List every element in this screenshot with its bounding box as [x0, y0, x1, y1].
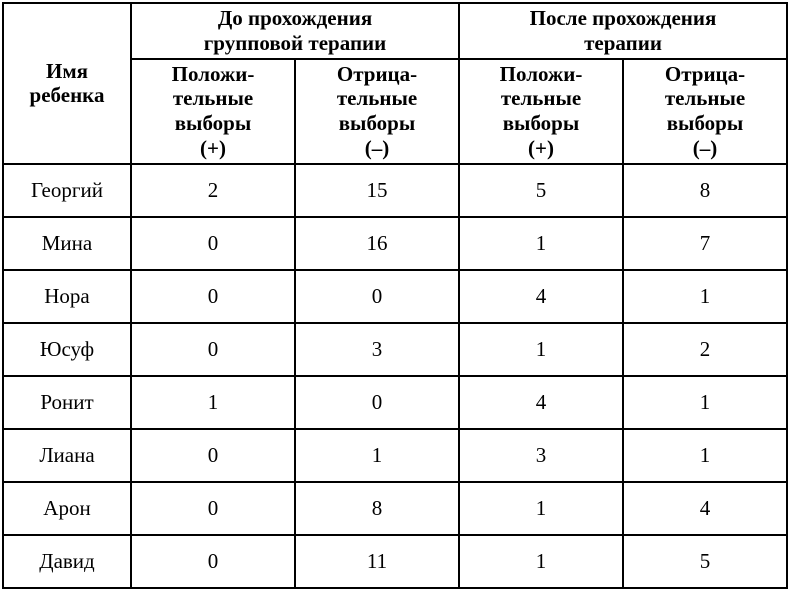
cell-before-negative: 8	[295, 482, 459, 535]
cell-after-positive: 5	[459, 164, 623, 217]
cell-child-name: Арон	[3, 482, 131, 535]
cell-child-name: Нора	[3, 270, 131, 323]
column-header-after-positive: Положи- тельные выборы (+)	[459, 59, 623, 164]
cell-after-positive: 1	[459, 323, 623, 376]
cell-after-positive: 1	[459, 217, 623, 270]
cell-before-positive: 0	[131, 323, 295, 376]
cell-after-negative: 7	[623, 217, 787, 270]
cell-child-name: Лиана	[3, 429, 131, 482]
cell-after-negative: 1	[623, 429, 787, 482]
cell-after-positive: 1	[459, 535, 623, 588]
cell-before-negative: 0	[295, 270, 459, 323]
cell-after-negative: 2	[623, 323, 787, 376]
cell-before-negative: 11	[295, 535, 459, 588]
cell-after-positive: 4	[459, 270, 623, 323]
table-header-row-groups	[3, 3, 787, 59]
table-body	[3, 164, 787, 588]
cell-before-negative: 3	[295, 323, 459, 376]
column-header-before-negative: Отрица- тельные выборы (–)	[295, 59, 459, 164]
cell-before-positive: 1	[131, 376, 295, 429]
cell-child-name: Мина	[3, 217, 131, 270]
table-row	[3, 429, 787, 482]
table-row	[3, 217, 787, 270]
cell-before-positive: 0	[131, 482, 295, 535]
cell-child-name: Юсуф	[3, 323, 131, 376]
cell-after-positive: 3	[459, 429, 623, 482]
cell-child-name: Давид	[3, 535, 131, 588]
cell-before-negative: 1	[295, 429, 459, 482]
cell-before-positive: 2	[131, 164, 295, 217]
cell-before-positive: 0	[131, 270, 295, 323]
cell-before-positive: 0	[131, 429, 295, 482]
column-header-child-name: Имя ребенка	[3, 3, 131, 164]
cell-before-negative: 16	[295, 217, 459, 270]
cell-after-negative: 1	[623, 376, 787, 429]
cell-before-negative: 0	[295, 376, 459, 429]
table-row	[3, 376, 787, 429]
column-group-header-after: После прохождения терапии	[459, 3, 787, 59]
cell-after-positive: 4	[459, 376, 623, 429]
column-group-header-before: До прохождения групповой терапии	[131, 3, 459, 59]
cell-child-name: Георгий	[3, 164, 131, 217]
sociometry-table	[2, 2, 788, 589]
cell-after-positive: 1	[459, 482, 623, 535]
column-header-before-positive: Положи- тельные выборы (+)	[131, 59, 295, 164]
table-row	[3, 164, 787, 217]
cell-after-negative: 4	[623, 482, 787, 535]
cell-before-positive: 0	[131, 535, 295, 588]
cell-before-negative: 15	[295, 164, 459, 217]
table-row	[3, 323, 787, 376]
cell-after-negative: 1	[623, 270, 787, 323]
table-row	[3, 482, 787, 535]
table-row	[3, 270, 787, 323]
column-header-after-negative: Отрица- тельные выборы (–)	[623, 59, 787, 164]
cell-child-name: Ронит	[3, 376, 131, 429]
cell-before-positive: 0	[131, 217, 295, 270]
table-row	[3, 535, 787, 588]
sociometry-table-container	[0, 2, 790, 593]
table-head	[3, 3, 787, 164]
cell-after-negative: 8	[623, 164, 787, 217]
cell-after-negative: 5	[623, 535, 787, 588]
